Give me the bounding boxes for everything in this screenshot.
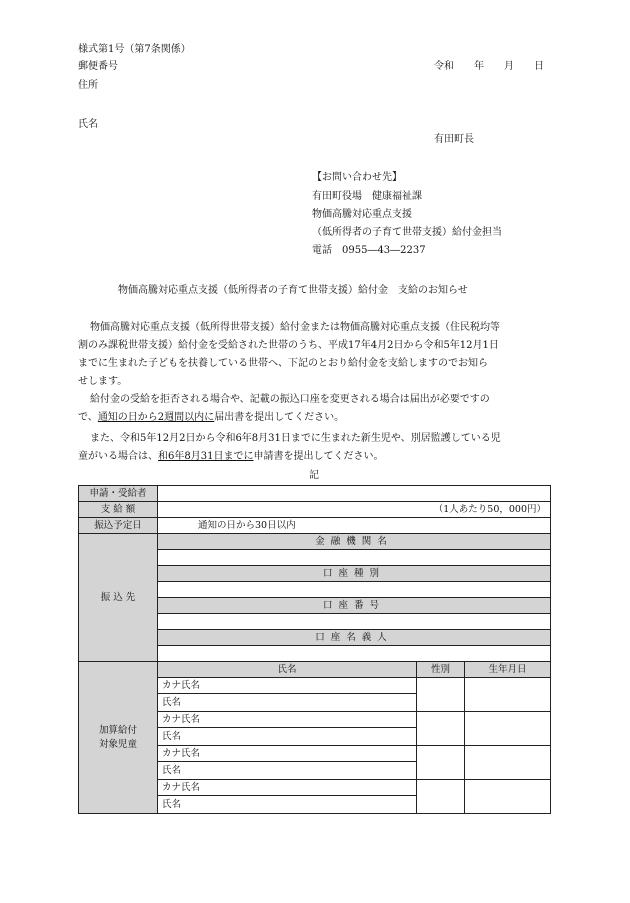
child-4-gender-field[interactable] <box>417 780 465 814</box>
applicant-field[interactable] <box>158 486 551 502</box>
children-label-line1: 加算給付 <box>98 724 137 736</box>
body-p3-line2-pre: 童がいる場合は、 <box>78 451 158 462</box>
body-p3-line1: また、令和5年12月2日から令和6年8月31日までに生まれた新生児や、別居監護している児 <box>90 433 501 444</box>
account-holder-field[interactable] <box>158 646 551 662</box>
bank-account-label: 振 込 先 <box>79 534 158 662</box>
body-p1-line1: 物価高騰対応重点支援（低所得世帯支援）給付金または物価高騰対応重点支援（住民税均等 <box>90 322 500 333</box>
contact-office: 有田町役場 健康福祉課 <box>312 191 422 202</box>
applicant-label: 申請・受給者 <box>79 486 158 502</box>
children-header-row <box>79 662 551 678</box>
child-2-name-field[interactable]: 氏名 <box>158 728 417 746</box>
amount-note: （1人あたり50，000円） <box>158 502 551 518</box>
postal-code-label: 郵便番号 <box>78 61 118 72</box>
child-1-name-field[interactable]: 氏名 <box>158 694 417 712</box>
body-p2-line2 <box>78 411 344 425</box>
child-4-kana-field[interactable]: カナ氏名 <box>158 780 417 796</box>
col-gender-header: 性別 <box>417 662 465 678</box>
amount-row <box>79 502 551 518</box>
deadline-underlined: 通知の日から2週間以内に <box>97 412 215 423</box>
account-number-field[interactable] <box>158 614 551 630</box>
contact-heading: 【お問い合わせ先】 <box>312 172 402 183</box>
children-label <box>79 662 158 814</box>
child-2-birth-field[interactable] <box>465 712 551 746</box>
bank-name-header-row <box>79 534 551 550</box>
body-p1-line2: 割のみ課税世帯支援）給付金を受給された世帯のうち、平成17年4月2日から令和5年12月1日 <box>78 340 499 351</box>
body-p2-line2-post: 届出書を提出してください。 <box>214 412 345 423</box>
contact-phone: 電話 0955―43―2237 <box>312 245 426 256</box>
body-p1-line4: せします。 <box>78 376 128 387</box>
bank-name-header: 金融機関名 <box>158 534 551 550</box>
transfer-date-row <box>79 518 551 534</box>
contact-program: 物価高騰対応重点支援 <box>312 209 412 220</box>
child-4-birth-field[interactable] <box>465 780 551 814</box>
col-name-header: 氏名 <box>158 662 417 678</box>
bank-name-field[interactable] <box>158 550 551 566</box>
notice-title: 物価高騰対応重点支援（低所得者の子育て世帯支援）給付金 支給のお知らせ <box>118 285 468 296</box>
account-type-header: 口座種別 <box>158 566 551 582</box>
account-type-field[interactable] <box>158 582 551 598</box>
child-1-birth-field[interactable] <box>465 678 551 712</box>
body-p3-line2 <box>78 450 383 464</box>
application-deadline-underlined: 和6年8月31日までに <box>158 451 254 462</box>
child-4-name-field[interactable]: 氏名 <box>158 796 417 814</box>
ki-heading: 記 <box>309 470 319 481</box>
body-p1-line3: までに生まれた子どもを扶養している世帯へ、下記のとおり給付金を支給しますのでお知ら <box>78 358 488 369</box>
payment-form-table <box>78 485 551 814</box>
child-3-gender-field[interactable] <box>417 746 465 780</box>
amount-label: 支 給 額 <box>79 502 158 518</box>
applicant-row <box>79 486 551 502</box>
child-3-kana-field[interactable]: カナ氏名 <box>158 746 417 762</box>
account-holder-header: 口座名義人 <box>158 630 551 646</box>
recipient-name-label: 氏名 <box>78 119 98 130</box>
form-number: 様式第1号（第7条関係） <box>78 44 191 55</box>
col-birth-header: 生年月日 <box>465 662 551 678</box>
child-1-kana-field[interactable]: カナ氏名 <box>158 678 417 694</box>
date-line: 令和 年 月 日 <box>434 61 544 72</box>
transfer-date-label: 振込予定日 <box>79 518 158 534</box>
children-label-line2: 対象児童 <box>98 738 137 750</box>
child-3-birth-field[interactable] <box>465 746 551 780</box>
contact-program-sub: （低所得者の子育て世帯支援）給付金担当 <box>312 227 502 238</box>
child-1-gender-field[interactable] <box>417 678 465 712</box>
address-label: 住所 <box>78 80 98 91</box>
child-2-gender-field[interactable] <box>417 712 465 746</box>
body-p3-line2-post: 申請書を提出してください。 <box>253 451 384 462</box>
child-2-kana-field[interactable]: カナ氏名 <box>158 712 417 728</box>
body-p2-line1: 給付金の受給を拒否される場合や、記載の振込口座を変更される場合は届出が必要ですの <box>90 394 490 405</box>
transfer-date-value: 通知の日から30日以内 <box>158 518 551 534</box>
body-p2-line2-pre: で、 <box>78 412 98 423</box>
sender: 有田町長 <box>434 134 474 145</box>
account-number-header: 口座番号 <box>158 598 551 614</box>
child-3-name-field[interactable]: 氏名 <box>158 762 417 780</box>
